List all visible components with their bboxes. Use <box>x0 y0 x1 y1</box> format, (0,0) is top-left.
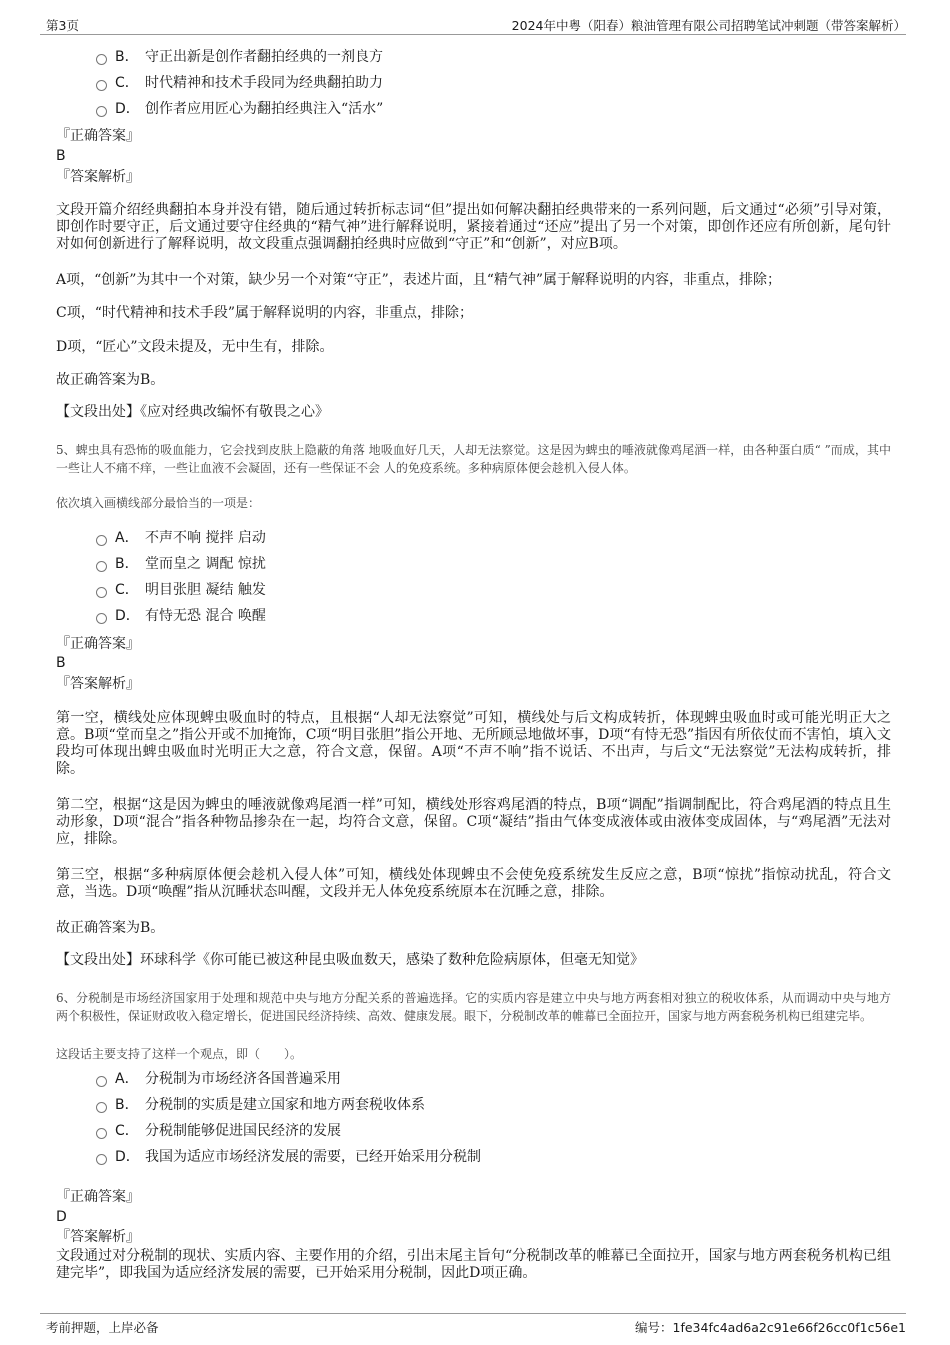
q6-option-c[interactable]: C． 分税制能够促进国民经济的发展 <box>96 1121 341 1141</box>
radio-icon[interactable] <box>96 1154 107 1165</box>
q5-analysis-para-3: 第三空，根据“多种病原体便会趁机入侵人体”可知，横线处体现蜱虫不会使免疫系统发生反应之意，B项“惊扰”指惊动扰乱，符合文意，当选。D项“唤醒”指从沉睡状态叫醒，文段并无人体免疫系统原本在沉睡之意，排除。 <box>56 867 891 900</box>
q5-option-d[interactable]: D． 有恃无恐 混合 唤醒 <box>96 606 266 626</box>
page-number: 第3页 <box>46 18 79 33</box>
q4-correct-label: 『正确答案』 <box>56 128 140 144</box>
q4-analysis-para-4: D项，“匠心”文段未提及，无中生有，排除。 <box>56 339 334 355</box>
radio-icon[interactable] <box>96 561 107 572</box>
q6-instruction: 这段话主要支持了这样一个观点，即（ ）。 <box>56 1047 303 1061</box>
q5-instruction: 依次填入画横线部分最恰当的一项是： <box>56 496 261 510</box>
q6-analysis-label: 『答案解析』 <box>56 1229 140 1245</box>
q4-option-d[interactable]: D． 创作者应用匠心为翻拍经典注入“活水” <box>96 99 383 119</box>
q6-analysis-para-1: 文段通过对分税制的现状、实质内容、主要作用的介绍，引出末尾主旨句“分税制改革的帷幕已全面拉开，国家与地方两套税务机构已组建完毕”，即我国为适应经济发展的需要，已开始采用分税制，因此D项正确。 <box>56 1248 891 1281</box>
q5-question: 5、蜱虫具有恐怖的吸血能力，它会找到皮肤上隐蔽的角落 地吸血好几天，人却无法察觉。这是因为蜱虫的唾液就像鸡尾酒一样，由各种蛋白质“ ”而成，其中一些让人不痛不痒，一些让血液不会凝固，还有一些保证不会 人的免疫系统。多种病原体便会趁机入侵人体。 <box>56 443 891 475</box>
q4-answer: B <box>56 148 66 164</box>
radio-icon[interactable] <box>96 80 107 91</box>
q4-analysis-para-2: A项，“创新”为其中一个对策，缺少另一个对策“守正”，表述片面，且“精气神”属于解释说明的内容，非重点，排除； <box>56 272 782 288</box>
footer-slogan: 考前押题，上岸必备 <box>46 1320 159 1335</box>
q5-option-b[interactable]: B． 堂而皇之 调配 惊扰 <box>96 554 266 574</box>
q6-option-d[interactable]: D． 我国为适应市场经济发展的需要，已经开始采用分税制 <box>96 1147 481 1167</box>
q5-answer: B <box>56 655 66 671</box>
q4-option-c[interactable]: C． 时代精神和技术手段同为经典翻拍助力 <box>96 73 383 93</box>
q4-analysis-para-5: 故正确答案为B。 <box>56 372 165 388</box>
q6-correct-label: 『正确答案』 <box>56 1189 140 1205</box>
q4-option-b[interactable]: B． 守正出新是创作者翻拍经典的一剂良方 <box>96 47 383 67</box>
radio-icon[interactable] <box>96 535 107 546</box>
q5-analysis-para-1: 第一空，横线处应体现蜱虫吸血时的特点，且根据“人却无法察觉”可知，横线处与后文构成转折，体现蜱虫吸血时或可能光明正大之意。B项“堂而皇之”指公开或不加掩饰，C项“明目张胆”指公开地、无所顾忌地做坏事，D项“有恃无恐”指因有所依仗而不害怕，填入文段均可体现出蜱虫吸血时光明正大之意，符合文意，保留。A项“不声不响”指不说话、不出声，与后文“无法察觉”无法构成转折，排除。 <box>56 710 891 777</box>
q5-analysis-label: 『答案解析』 <box>56 676 140 692</box>
q4-analysis-label: 『答案解析』 <box>56 169 140 185</box>
q5-option-c[interactable]: C． 明目张胆 凝结 触发 <box>96 580 266 600</box>
q6-answer: D <box>56 1209 67 1225</box>
q6-option-a[interactable]: A． 分税制为市场经济各国普遍采用 <box>96 1069 341 1089</box>
q5-analysis-para-4: 故正确答案为B。 <box>56 920 165 936</box>
radio-icon[interactable] <box>96 613 107 624</box>
q5-correct-label: 『正确答案』 <box>56 636 140 652</box>
q5-analysis-para-2: 第二空，根据“这是因为蜱虫的唾液就像鸡尾酒一样”可知，横线处形容鸡尾酒的特点，B项“调配”指调制配比，符合鸡尾酒的特点且生动形象，D项“混合”指各种物品掺杂在一起，均符合文意，保留。C项“凝结”指由气体变成液体或由液体变成固体，与“鸡尾酒”无法对应，排除。 <box>56 797 891 847</box>
document-title: 2024年中粤（阳春）粮油管理有限公司招聘笔试冲刺题（带答案解析） <box>511 18 906 33</box>
q5-option-a[interactable]: A． 不声不响 搅拌 启动 <box>96 528 266 548</box>
radio-icon[interactable] <box>96 1076 107 1087</box>
q4-source: 【文段出处】《应对经典改编怀有敬畏之心》 <box>56 404 329 420</box>
radio-icon[interactable] <box>96 106 107 117</box>
radio-icon[interactable] <box>96 587 107 598</box>
page-header <box>40 14 906 35</box>
q5-source: 【文段出处】环球科学《你可能已被这种昆虫吸血数天，感染了数种危险病原体，但毫无知觉》 <box>56 952 644 968</box>
q4-analysis-para-1: 文段开篇介绍经典翻拍本身并没有错，随后通过转折标志词“但”提出如何解决翻拍经典带来的一系列问题，后文通过“必须”引导对策，即创作时要守正，后文通过要守住经典的“精气神”进行解释说明，紧接着通过“还应”提出了另一个对策，即创作还应有所创新，尾句针对如何创新进行了解释说明，故文段重点强调翻拍经典时应做到“守正”和“创新”，对应B项。 <box>56 202 891 252</box>
radio-icon[interactable] <box>96 54 107 65</box>
q6-question: 6、分税制是市场经济国家用于处理和规范中央与地方分配关系的普遍选择。它的实质内容是建立中央与地方两套相对独立的税收体系，从而调动中央与地方两个积极性，保证财政收入稳定增长，促进国民经济持续、高效、健康发展。眼下，分税制改革的帷幕已全面拉开，国家与地方两套税务机构已组建完毕。 <box>56 991 891 1023</box>
q6-option-b[interactable]: B． 分税制的实质是建立国家和地方两套税收体系 <box>96 1095 425 1115</box>
radio-icon[interactable] <box>96 1102 107 1113</box>
radio-icon[interactable] <box>96 1128 107 1139</box>
document-id: 编号：1fe34fc4ad6a2c91e66f26cc0f1c56e1 <box>635 1320 906 1335</box>
q4-analysis-para-3: C项，“时代精神和技术手段”属于解释说明的内容，非重点，排除； <box>56 305 474 321</box>
page-footer <box>40 1313 906 1336</box>
